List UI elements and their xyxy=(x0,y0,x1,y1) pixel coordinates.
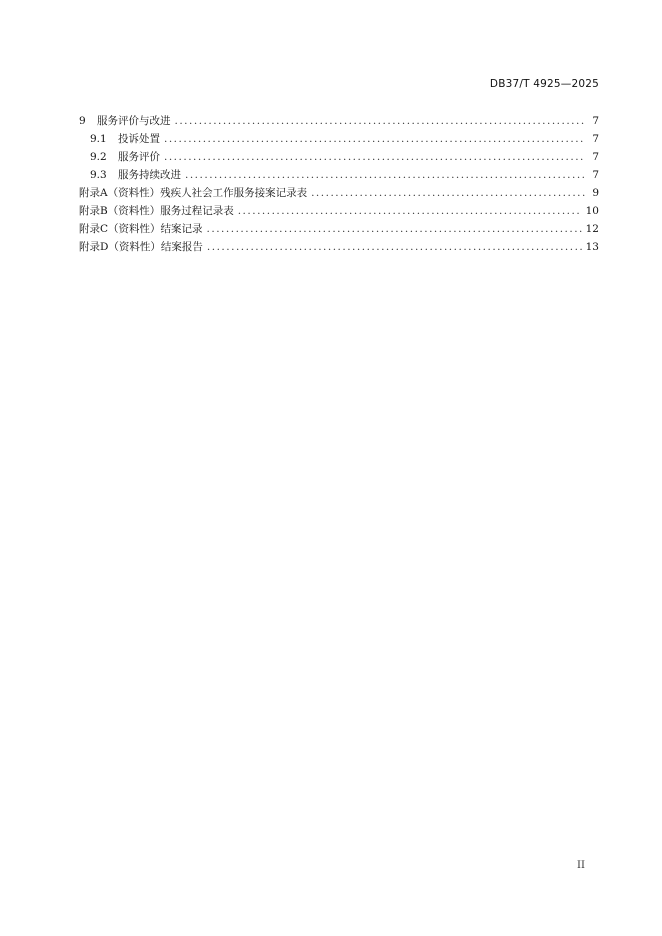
toc-entry-page: 13 xyxy=(585,241,599,253)
toc-appendix-label: 附录A（资料性） xyxy=(79,187,161,199)
toc-entry-page: 10 xyxy=(585,205,599,217)
toc-entry-number: 9.3 xyxy=(90,169,107,181)
toc-entry-page: 7 xyxy=(592,151,599,163)
toc-entry-9-2[interactable] xyxy=(79,148,599,166)
page-number: II xyxy=(577,860,585,871)
toc-entry-title: 结案报告 xyxy=(160,241,203,253)
toc-entry-page: 12 xyxy=(585,223,599,235)
table-of-contents xyxy=(79,112,599,256)
document-code: DB37/T 4925—2025 xyxy=(489,78,599,90)
toc-entry-page: 9 xyxy=(592,187,599,199)
toc-entry-page: 7 xyxy=(592,169,599,181)
toc-leader-dots xyxy=(185,166,585,184)
toc-leader-dots xyxy=(207,220,582,238)
toc-entry-appendix-d[interactable] xyxy=(79,238,599,256)
toc-entry-number: 9.1 xyxy=(90,133,107,145)
toc-leader-dots xyxy=(164,148,585,166)
toc-leader-dots xyxy=(311,184,585,202)
toc-entry-title: 结案记录 xyxy=(160,223,203,235)
toc-appendix-label: 附录C（资料性） xyxy=(79,223,161,235)
toc-entry-9-3[interactable] xyxy=(79,166,599,184)
toc-entry-title: 服务评价 xyxy=(118,151,160,163)
toc-entry-appendix-b[interactable] xyxy=(79,202,599,220)
toc-leader-dots xyxy=(238,202,582,220)
toc-entry-number: 9.2 xyxy=(90,151,107,163)
toc-entry-number: 9 xyxy=(79,115,86,127)
toc-appendix-label: 附录B（资料性） xyxy=(79,205,161,217)
toc-entry-page: 7 xyxy=(592,133,599,145)
toc-leader-dots xyxy=(207,238,582,256)
toc-leader-dots xyxy=(175,112,586,130)
toc-entry-title: 服务过程记录表 xyxy=(160,205,234,217)
toc-entry-title: 投诉处置 xyxy=(118,133,160,145)
toc-entry-page: 7 xyxy=(592,115,599,127)
toc-entry-appendix-a[interactable] xyxy=(79,184,599,202)
toc-entry-title: 服务评价与改进 xyxy=(97,115,171,127)
toc-entry-9-1[interactable] xyxy=(79,130,599,148)
toc-entry-title: 残疾人社会工作服务接案记录表 xyxy=(160,187,308,199)
toc-leader-dots xyxy=(164,130,585,148)
toc-entry-appendix-c[interactable] xyxy=(79,220,599,238)
toc-entry-title: 服务持续改进 xyxy=(118,169,181,181)
toc-entry-9[interactable] xyxy=(79,112,599,130)
toc-appendix-label: 附录D（资料性） xyxy=(79,241,161,253)
